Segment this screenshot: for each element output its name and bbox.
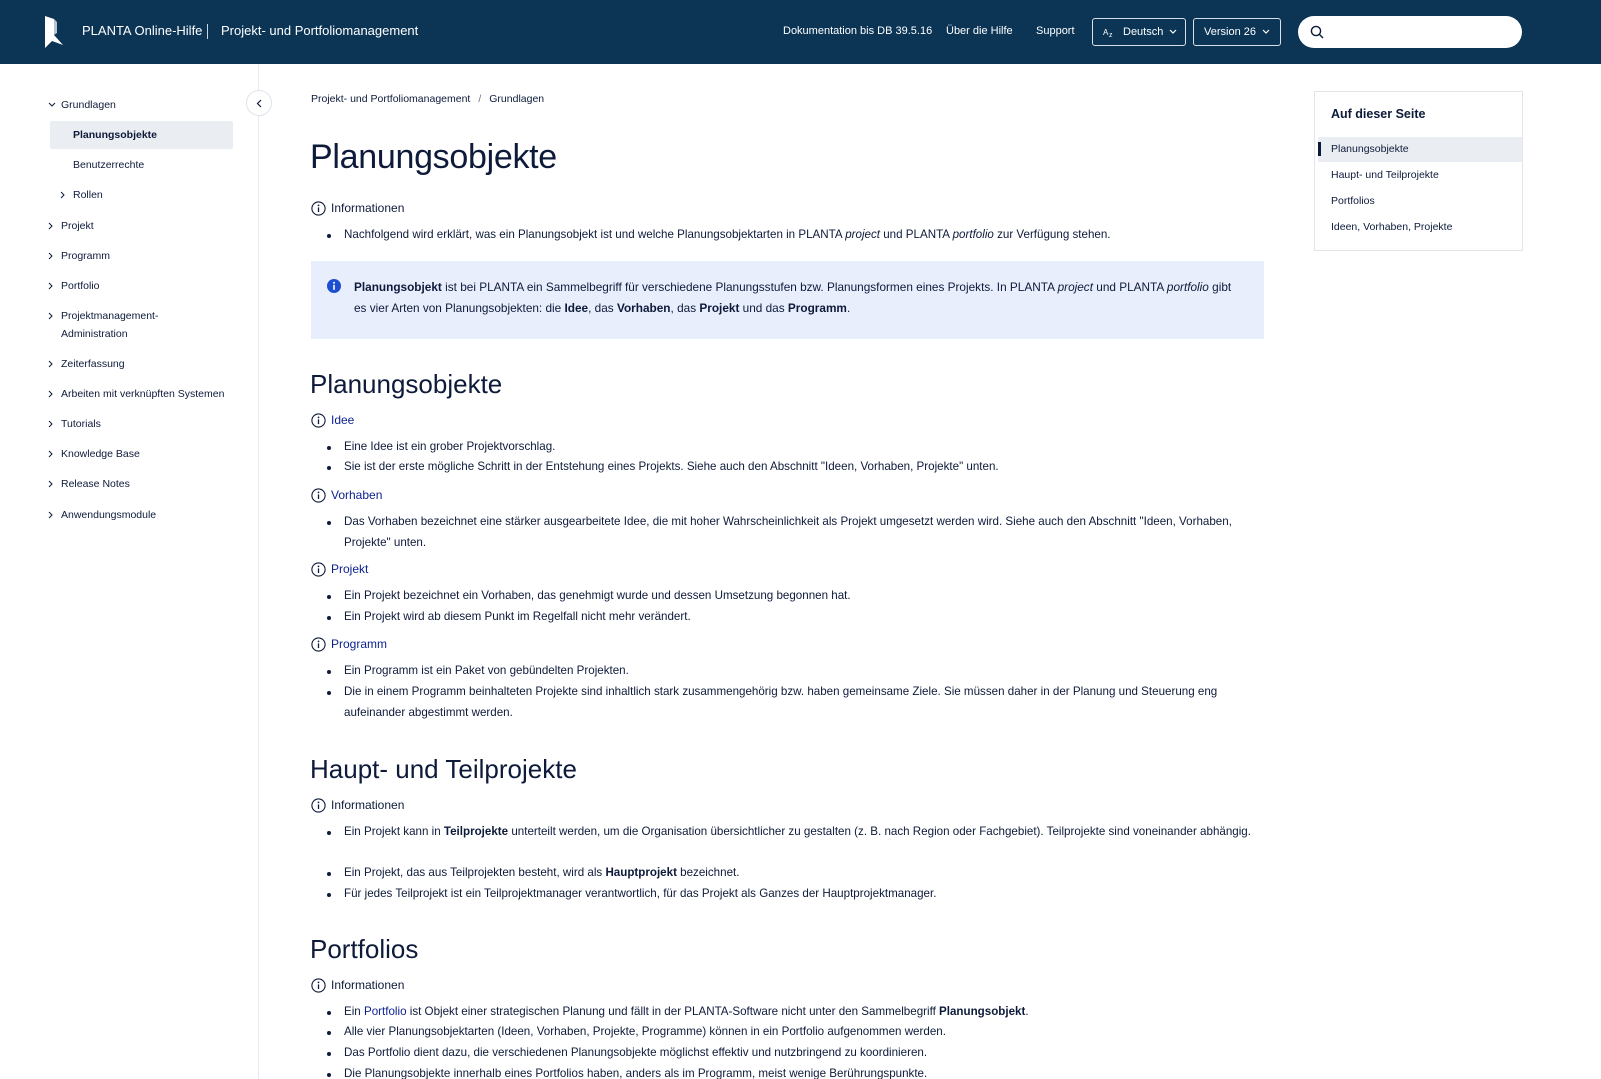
sidebar-item-label: Portfolio (61, 280, 100, 292)
text: Ein (344, 1005, 364, 1018)
search-box[interactable] (1298, 16, 1522, 48)
info-heading (311, 796, 404, 814)
sidebar-item-tutorials[interactable] (61, 415, 101, 433)
sidebar-item-release-notes[interactable] (61, 475, 130, 493)
list-item-text: Die in einem Programm beinhalteten Projekte sind inhaltlich stark zusammengehörig bzw. haben gemeinsame Ziele. Sie müssen daher in der Planung und Steuerung eng aufeinander abgestimmt werden. (344, 685, 1218, 719)
chevron-right-icon (48, 445, 56, 463)
info-heading (311, 199, 404, 217)
list-item (325, 437, 1265, 458)
expand-idee[interactable] (311, 411, 354, 429)
collapse-sidebar-button[interactable] (246, 90, 272, 116)
list-item-text: Die Planungsobjekte innerhalb eines Portfolios haben, anders als im Programm, meist wenige Berührungspunkte. (344, 1067, 928, 1079)
sidebar-item-label: Rollen (73, 189, 103, 201)
breadcrumb-separator: / (478, 93, 482, 105)
text: Nachfolgend wird erklärt, was ein Planungsobjekt ist und welche Planungsobjektarten in PLANTA (344, 228, 846, 241)
chevron-right-icon (48, 415, 56, 433)
chevron-right-icon (48, 247, 56, 265)
toc-item-portfolios[interactable]: Portfolios (1331, 195, 1375, 207)
section-heading-haupt-teilprojekte: Haupt- und Teilprojekte (310, 754, 577, 784)
chevron-right-icon (48, 277, 56, 295)
sidebar-item-label: Grundlagen (61, 99, 116, 111)
text: und das (739, 300, 788, 315)
sidebar-divider (258, 64, 259, 1079)
expand-vorhaben[interactable] (311, 486, 382, 504)
sidebar-item-anwendungsmodule[interactable] (61, 506, 156, 524)
language-label: Deutsch (1123, 26, 1164, 38)
sidebar-item-portfolio[interactable] (61, 277, 100, 295)
sidebar-item-label: Knowledge Base (61, 448, 140, 460)
text-bold: Teilprojekte (443, 825, 509, 838)
chevron-right-icon (48, 475, 56, 493)
text-italic: portfolio (952, 228, 994, 241)
list-item (325, 1064, 1265, 1079)
toc-item-planungsobjekte[interactable]: Planungsobjekte (1331, 143, 1409, 155)
list-item-text: Für jedes Teilprojekt ist ein Teilprojektmanager verantwortlich, für das Projekt als Ganzes der Hauptprojektmanager. (344, 887, 937, 900)
expand-label: Programm (331, 637, 388, 651)
info-circle-icon (311, 562, 326, 577)
chevron-right-icon (48, 355, 56, 373)
text-bold: Projekt (699, 300, 740, 315)
chevron-right-icon (60, 186, 68, 204)
expand-projekt[interactable] (311, 560, 368, 578)
sidebar-item-label: Zeiterfassung (61, 358, 125, 370)
list-item (325, 457, 1265, 478)
sidebar-item-label: Projektmanagement- (61, 310, 159, 322)
info-circle-icon (311, 413, 326, 428)
text: Ein Projekt, das aus Teilprojekten besteht, wird als (344, 866, 606, 879)
info-heading-label: Informationen (331, 978, 405, 992)
list-item (325, 512, 1265, 553)
toc-active-indicator (1318, 142, 1321, 156)
list-item (325, 1022, 1265, 1043)
sidebar-item-rollen[interactable] (73, 186, 103, 204)
text: und PLANTA (1093, 280, 1167, 294)
brand-divider (207, 24, 208, 39)
text-italic: project (845, 228, 880, 241)
sidebar-item-label: Release Notes (61, 478, 130, 490)
text-bold: Idee (564, 300, 589, 315)
chevron-down-icon (48, 96, 56, 114)
sidebar-item-label: Planungsobjekte (73, 129, 158, 141)
sidebar-item-label: Programm (61, 250, 111, 262)
text-bold: Programm (787, 300, 847, 315)
svg-text:z: z (1109, 32, 1113, 38)
chevron-right-icon (48, 307, 56, 325)
info-filled-icon (327, 279, 341, 293)
text: Ein Projekt kann in (344, 825, 444, 838)
text: . (846, 300, 851, 315)
section-heading-planungsobjekte: Planungsobjekte (310, 369, 503, 399)
list-item-text: Ein Projekt wird ab diesem Punkt im Regelfall nicht mehr verändert. (344, 610, 691, 623)
sidebar-item-zeiterfassung[interactable] (61, 355, 125, 373)
toc-title: Auf dieser Seite (1331, 107, 1426, 121)
page-title: Planungsobjekte (310, 138, 557, 176)
list-item-text: Alle vier Planungsobjektarten (Ideen, Vorhaben, Projekte, Programme) können in ein Portfolio aufgenommen werden. (344, 1025, 946, 1038)
list-item (325, 607, 1265, 628)
search-input[interactable] (1332, 25, 1512, 39)
toc-item-haupt-teilprojekte[interactable]: Haupt- und Teilprojekte (1331, 169, 1439, 181)
nav-link-documentation[interactable]: Dokumentation bis DB 39.5.16 (783, 25, 933, 37)
list-item (325, 1002, 1265, 1023)
list-item (325, 863, 1265, 884)
text: bezeichnet. (676, 866, 740, 879)
svg-text:A: A (1103, 28, 1109, 37)
sidebar-item-projekt[interactable] (61, 217, 94, 235)
chevron-right-icon (48, 385, 56, 403)
nav-link-about[interactable]: Über die Hilfe (946, 25, 1013, 37)
sidebar-item-label: Tutorials (61, 418, 101, 430)
sidebar-item-benutzerrechte[interactable] (73, 156, 144, 174)
expand-label: Projekt (331, 562, 369, 576)
translate-icon (1103, 26, 1117, 38)
chevron-right-icon (48, 217, 56, 235)
sidebar-item-label-line2: Administration (61, 328, 128, 340)
text: , das (588, 300, 617, 315)
info-circle-icon (311, 978, 326, 993)
text-italic: portfolio (1166, 280, 1209, 294)
text-bold: Planungsobjekt (939, 1005, 1026, 1018)
expand-programm[interactable] (311, 635, 387, 653)
sidebar-item-verknuepfte-systeme[interactable] (61, 385, 224, 403)
sidebar-item-projektmanagement-administration[interactable] (61, 307, 158, 343)
sidebar-nav (0, 64, 258, 1079)
portfolio-link[interactable]: Portfolio (363, 1005, 407, 1018)
sidebar-item-programm[interactable] (61, 247, 110, 265)
sidebar-item-label: Arbeiten mit verknüpften Systemen (61, 388, 225, 400)
text: und PLANTA (880, 228, 953, 241)
info-heading (311, 976, 404, 994)
expand-label: Idee (331, 413, 355, 427)
info-circle-icon (311, 201, 326, 216)
list-item (325, 682, 1265, 723)
text: , das (670, 300, 700, 315)
toc-item-ideen-vorhaben-projekte[interactable]: Ideen, Vorhaben, Projekte (1331, 221, 1453, 233)
sidebar-item-grundlagen[interactable] (61, 96, 116, 114)
info-heading-label: Informationen (331, 798, 405, 812)
nav-link-support[interactable]: Support (1036, 25, 1075, 37)
text: unterteilt werden, um die Organisation übersichtlicher zu gestalten (z. B. nach Region oder Fachgebiet). Teilprojekte sind voneinander abhängig. (508, 825, 1251, 838)
list-item (325, 661, 1265, 682)
text: . (1025, 1005, 1029, 1018)
breadcrumb (311, 93, 544, 105)
planta-logo-icon[interactable] (43, 16, 65, 48)
info-callout (311, 261, 1264, 339)
list-item-text: Ein Programm ist ein Paket von gebündelten Projekten. (344, 664, 629, 677)
list-item-text: Eine Idee ist ein grober Projektvorschlag. (344, 440, 556, 453)
text: zur Verfügung stehen. (993, 228, 1111, 241)
top-bar (0, 0, 1601, 64)
info-heading-label: Informationen (331, 201, 405, 215)
breadcrumb-item[interactable]: Grundlagen (489, 93, 545, 105)
section-heading-portfolios: Portfolios (310, 934, 419, 964)
search-icon (1310, 25, 1324, 39)
chevron-left-icon (256, 99, 262, 108)
chevron-right-icon (48, 506, 56, 524)
info-circle-icon (311, 488, 326, 503)
sidebar-item-label: Anwendungsmodule (61, 509, 157, 521)
info-circle-icon (311, 637, 326, 652)
brand-title[interactable]: PLANTA Online-Hilfe (82, 23, 203, 38)
list-item (325, 822, 1265, 843)
info-circle-icon (311, 798, 326, 813)
text: ist Objekt einer strategischen Planung und fällt in der PLANTA-Software nicht unter den Sammelbegriff (406, 1005, 940, 1018)
text-italic: project (1057, 280, 1093, 294)
list-item (325, 884, 1265, 905)
list-item (325, 225, 1265, 246)
brand-section[interactable]: Projekt- und Portfoliomanagement (221, 23, 419, 38)
text: ist bei PLANTA ein Sammelbegriff für verschiedene Planungsstufen bzw. Planungsformen eines Projekts. In PLANTA (441, 280, 1058, 294)
list-item-text: Das Portfolio dient dazu, die verschiedenen Planungsobjekte möglichst effektiv und nutzbringend zu koordinieren. (344, 1046, 928, 1059)
text-bold: Vorhaben (616, 300, 671, 315)
version-label: Version 26 (1204, 26, 1256, 38)
sidebar-item-label: Benutzerrechte (73, 159, 145, 171)
sidebar-item-planungsobjekte[interactable] (73, 126, 157, 144)
text-bold: Hauptprojekt (605, 866, 677, 879)
version-select[interactable] (1193, 18, 1281, 46)
text-bold: Planungsobjekt (354, 280, 442, 294)
text: gibt es vier Arten von Planungsobjekten: die (354, 280, 1232, 315)
chevron-down-icon (1262, 29, 1270, 35)
chevron-down-icon (1169, 29, 1177, 35)
expand-label: Vorhaben (331, 488, 383, 502)
list-item-text: Das Vorhaben bezeichnet eine stärker ausgearbeitete Idee, die mit hoher Wahrscheinlichkeit als Projekt umgesetzt werden wird. Siehe auch den Abschnitt "Ideen, Vorhaben, Projekte" unten. (344, 515, 1232, 549)
language-select[interactable] (1092, 18, 1186, 46)
list-item-text: Ein Projekt bezeichnet ein Vorhaben, das genehmigt wurde und dessen Umsetzung begonnen hat. (344, 589, 851, 602)
breadcrumb-item[interactable]: Projekt- und Portfoliomanagement (311, 93, 471, 105)
list-item (325, 586, 1265, 607)
list-item-text: Sie ist der erste mögliche Schritt in der Entstehung eines Projekts. Siehe auch den Abschnitt "Ideen, Vorhaben, Projekte" unten. (344, 460, 999, 473)
sidebar-item-label: Projekt (61, 220, 94, 232)
sidebar-item-knowledge-base[interactable] (61, 445, 140, 463)
list-item (325, 1043, 1265, 1064)
